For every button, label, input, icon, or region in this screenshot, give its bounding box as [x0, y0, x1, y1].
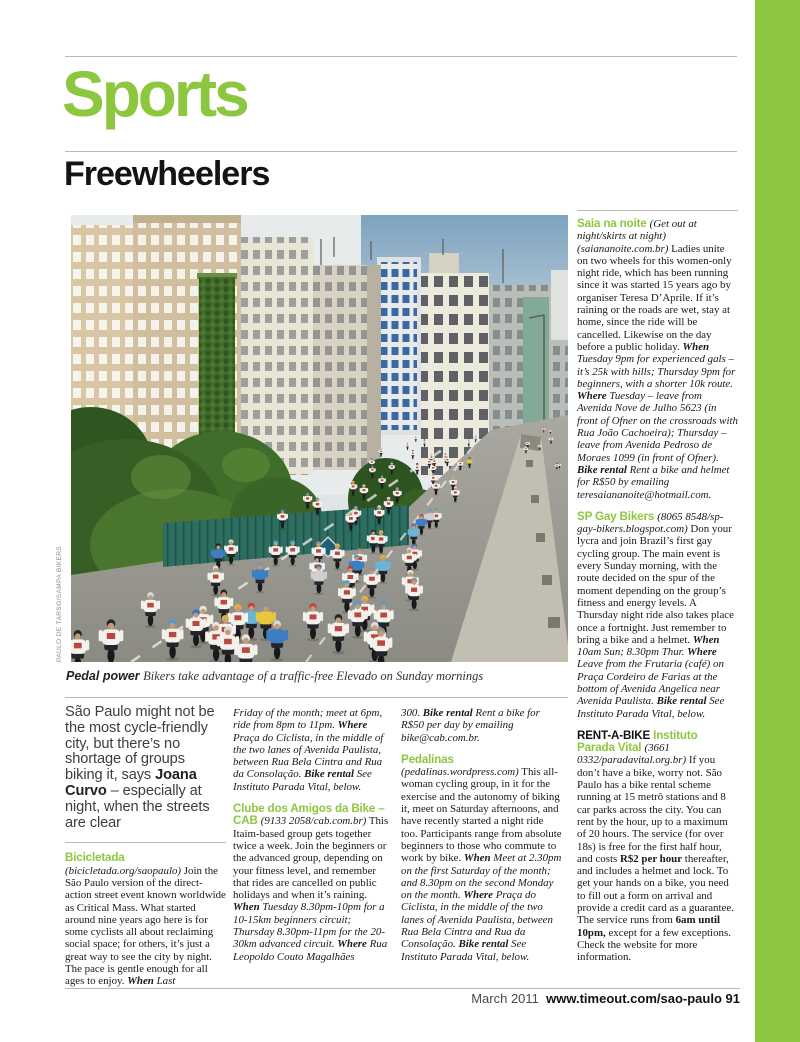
- intro-paragraph: São Paulo might not be the most cycle-friendly city, but there’s no shortage of groups biking it, says Joana Curvo – especially at night, when the streets are clear: [65, 704, 215, 831]
- listing-saia-na-noite: Saia na noite (Get out at night/skirts at night) (saiananoite.com.br) Ladies unite on two wheels for this women-only night ride, which has been running since it was started 15 years ago by organiser Teresa D’Aprile. If it’s raining or the roads are wet, stay at home, since the ride will be cancelled. Likewise on the day before a public holiday. When Tuesday 9pm for experienced gals – it’s 25k with hills; Thursday 9pm for beginners, with a shorter 10k route. Where Tuesday – leave from Avenida Nove de Julho 5623 (in front of Ofner on the crossroads with Rua João Cachoeira); Thursday – leave from Avenida Pedroso de Moraes 1099 (in front of Ofner). Bike rental Rent a bike and helmet for R$50 by emailing teresaiananoite@hotmail.com.: [577, 217, 738, 501]
- text-column-1: [65, 705, 226, 988]
- divider-below-caption: [65, 697, 568, 698]
- text-column-4: [577, 210, 738, 964]
- section-title: Sports: [62, 58, 247, 130]
- listing-cab-continued: 300. Bike rental Rent a bike for R$50 per day by emailing bike@cab.com.br.: [401, 707, 540, 744]
- photo-illustration: [71, 215, 568, 662]
- photo-caption: [66, 669, 568, 684]
- photo-cyclists-elevado: [71, 215, 568, 662]
- footer-url: www.timeout.com/sao-paulo: [546, 991, 722, 1006]
- text-column-2: [233, 707, 394, 963]
- page-footer: [65, 991, 740, 1006]
- page-edge-green-bar: [755, 0, 800, 1042]
- listing-pedalinas: Pedalinas (pedalinas.wordpress.com) This all-woman cycling group, in it for the exercise and the autonomy of biking it, meet on Saturday afternoons, and have recently started a night ride too. Participants range from absolute beginners to those who commute to work by bike. When Meet at 2.30pm on the first Saturday of the month; and 8.30pm on the second Monday on the month. Where Praça do Ciclista, in the middle of the two lanes of Avenida Paulista, between Rua Bela Cintra and Rua da Consolação. Bike rental See Instituto Parada Vital, below.: [401, 752, 562, 963]
- listing-bicicletada: Bicicletada (bicicletada.org/saopaulo) Join the São Paulo version of the direct-action street event known worldwide as Critical Mass. What started around nine years ago here is for some cyclists all about reclaiming social space; for others, it’s just a great way to see the city by night. The pace is gentle enough for all ages to enjoy. When Last: [65, 851, 226, 988]
- listing-clube-dos-amigos-da-bike: Clube dos Amigos da Bike – CAB (9133 2058/cab.com.br) This Itaim-based group gets together twice a week. Join the beginners or the advanced group, depending on your fitness level, and remember that rides are cancelled on public holidays and when it’s raining. When Tuesday 8.30pm-10pm for a 10-15km beginners circuit; Thursday 8.30pm-11pm for the 20-30km advanced circuit. Where Rua Leopoldo Couto Magalhães: [233, 802, 389, 963]
- column-divider: [577, 210, 738, 211]
- footer-page-number: 91: [725, 991, 740, 1006]
- listing-bicicletada-continued: Friday of the month; meet at 6pm, ride from 8pm to 11pm. Where Praça do Ciclista, in the middle of the two lanes of Avenida Paulista, between Rua Bela Cintra and Rua da Consolação. Bike rental See Instituto Parada Vital, below.: [233, 707, 384, 793]
- divider-above-section-title: [65, 56, 737, 57]
- divider-below-section-title: [65, 151, 737, 152]
- caption-label: Pedal power: [66, 669, 140, 683]
- text-column-3: [401, 707, 562, 963]
- divider-above-footer: [65, 988, 740, 989]
- footer-date: March 2011: [471, 991, 539, 1006]
- article-headline: Freewheelers: [64, 155, 270, 193]
- photo-credit: PAULO DE TARSO/SAMPA BIKERS: [56, 545, 63, 662]
- caption-text: Bikers take advantage of a traffic-free Elevado on Sunday mornings: [143, 669, 484, 683]
- listing-sp-gay-bikers: SP Gay Bikers (8065 8548/sp-gay-bikers.blogspot.com) Don your lycra and join Brazil’s first gay cycling group. The main event is every Sunday morning, with the route decided on the spur of the moment depending on the group’s fitness and energy levels. A Thursday night ride also takes place once a fortnight. Just remember to bring a bike and a helmet. When 10am Sun; 8.30pm Thur. Where Leave from the Frutaria (café) on Praça Cordeiro de Farias at the bottom of Avenida Angelica near Avenida Paulista. Bike rental See Instituto Parada Vital, below.: [577, 509, 734, 720]
- column-divider: [65, 842, 226, 843]
- listing-rent-a-bike: RENT-A-BIKE Instituto Parada Vital (3661 0332/paradavital.org.br) If you don’t have a bike, worry not. São Paulo has a bike rental scheme running at 15 metrô stations and 8 car parks across the city. You can rent by the hour, up to a maximum of 20 hours. The service (for over 18s) is free for the first half hour, and costs R$2 per hour thereafter, and includes a helmet and lock. To get your hands on a bike, you need to fill out a form on arrival and provide a credit card as a guarantee. The service runs from 6am until 10pm, except for a few exceptions. Check the website for more information.: [577, 728, 734, 964]
